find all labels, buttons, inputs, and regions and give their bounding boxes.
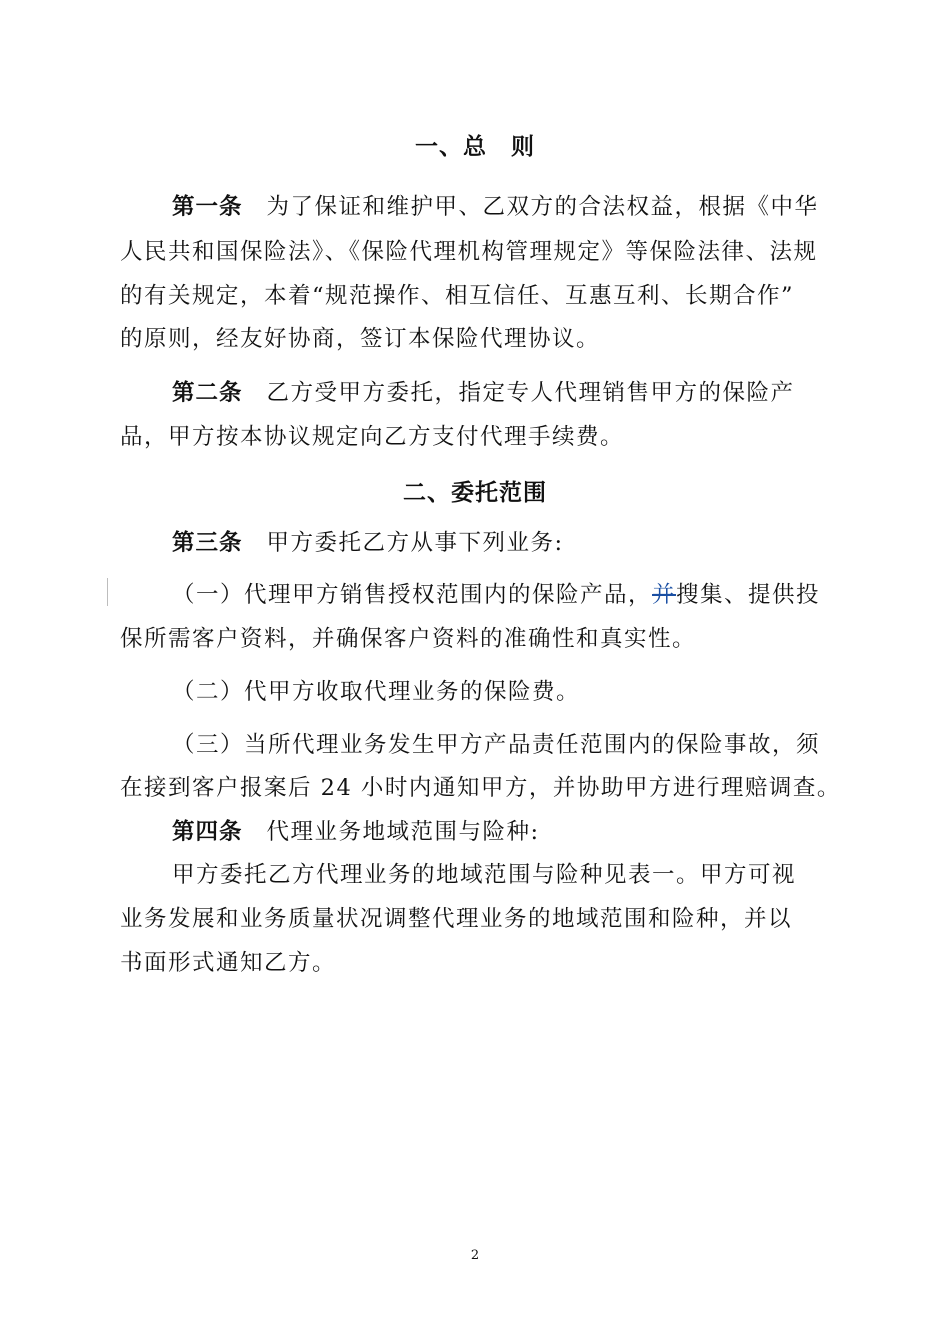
paragraph-line-2: 业务发展和业务质量状况调整代理业务的地域范围和险种，并以 xyxy=(120,906,793,932)
section-heading-general: 一、总 则 xyxy=(415,134,535,160)
article-4-label: 第四条 xyxy=(172,819,243,845)
item-3-line-2: 在接到客户报案后 24 小时内通知甲方，并协助甲方进行理赔调查。 xyxy=(120,775,841,801)
article-3-label: 第三条 xyxy=(172,530,243,556)
article-1-line-3: 的有关规定，本着“规范操作、相互信任、互惠互利、长期合作” xyxy=(120,283,795,309)
article-1-line-1 xyxy=(172,192,912,222)
article-4-line-1 xyxy=(172,817,912,847)
paragraph-line-1: 甲方委托乙方代理业务的地域范围与险种见表一。甲方可视 xyxy=(172,862,797,888)
item-1-line-2: 保所需客户资料，并确保客户资料的准确性和真实性。 xyxy=(120,626,697,652)
article-2-line-2: 品，甲方按本协议规定向乙方支付代理手续费。 xyxy=(120,424,625,450)
item-1-line-1 xyxy=(172,580,912,610)
article-1-label: 第一条 xyxy=(172,194,243,220)
article-2-label: 第二条 xyxy=(172,380,243,406)
article-3-line-1 xyxy=(172,528,912,558)
page-number: 2 xyxy=(470,1248,480,1263)
article-2-line-1 xyxy=(172,378,912,408)
item-1-deleted-text: 并 xyxy=(652,582,677,608)
paragraph-line-3: 书面形式通知乙方。 xyxy=(120,950,337,976)
article-4-text-1: 代理业务地域范围与险种: xyxy=(266,819,540,845)
item-3-line-1: （三）当所代理业务发生甲方产品责任范围内的保险事故，须 xyxy=(172,732,821,758)
article-3-text-1: 甲方委托乙方从事下列业务: xyxy=(266,530,564,556)
revision-margin-mark xyxy=(107,578,108,606)
article-1-text-1: 为了保证和维护甲、乙双方的合法权益，根据《中华 xyxy=(266,194,819,220)
item-1-text-b: 搜集、提供投 xyxy=(676,582,821,608)
article-1-line-2: 人民共和国保险法》、《保险代理机构管理规定》等保险法律、法规 xyxy=(120,239,818,265)
article-1-line-4: 的原则，经友好协商，签订本保险代理协议。 xyxy=(120,326,601,352)
item-1-text-a: （一）代理甲方销售授权范围内的保险产品， xyxy=(172,582,653,608)
item-2-line-1: （二）代甲方收取代理业务的保险费。 xyxy=(172,679,581,705)
article-2-text-1: 乙方受甲方委托，指定专人代理销售甲方的保险产 xyxy=(266,380,795,406)
section-heading-scope: 二、委托范围 xyxy=(403,480,547,506)
